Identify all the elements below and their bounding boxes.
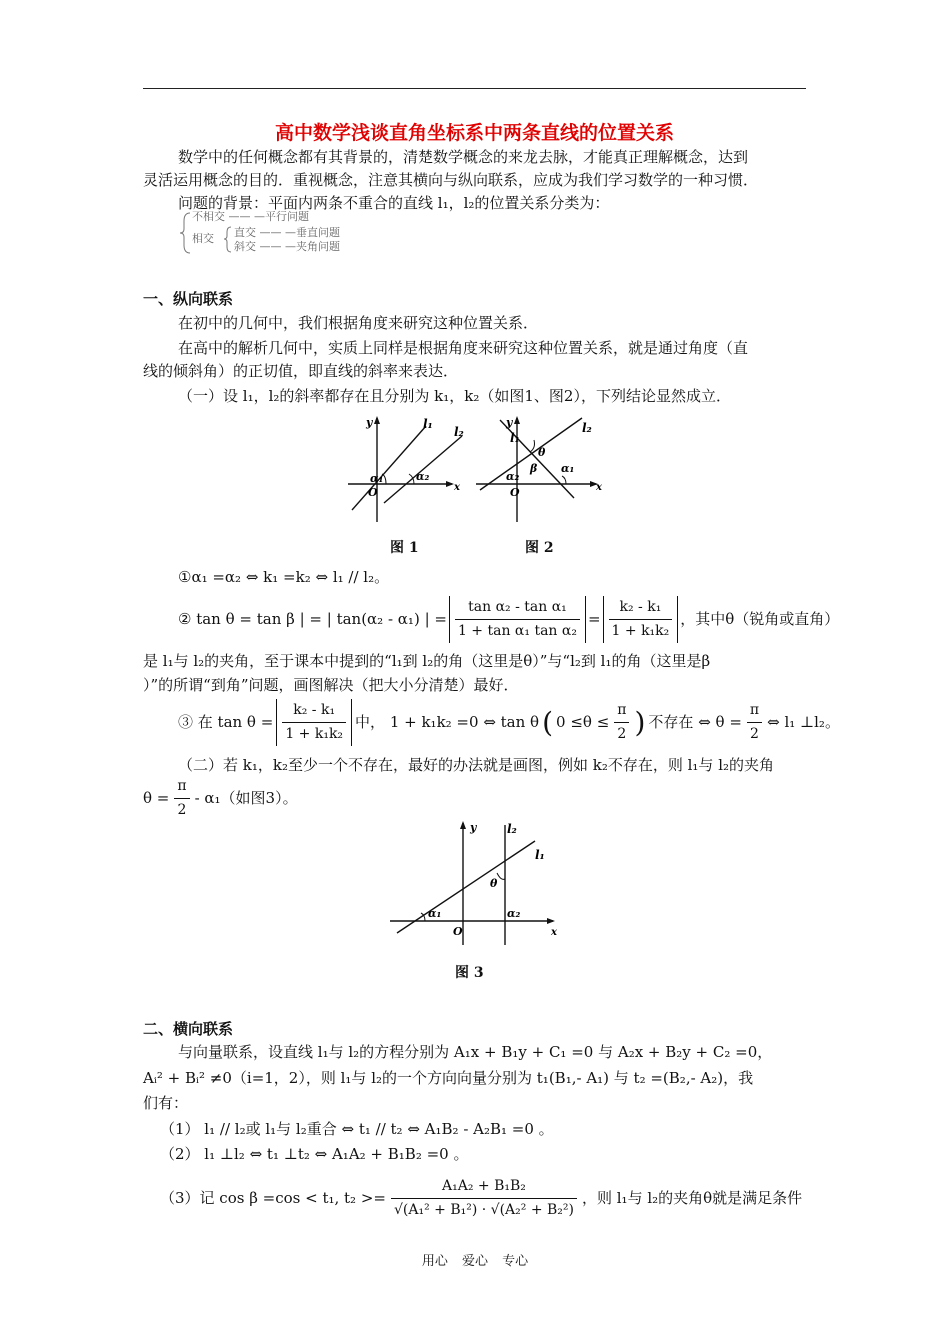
formula-3-tail: 不存在 ⇔ θ = [648,712,742,731]
frac-3-numerator: k₂ - k₁ [282,699,346,723]
formula-2-tail: ，其中θ（锐角或直角） [680,609,840,628]
svg-text:x: x [551,927,557,938]
class-intersect: 相交 [192,232,214,245]
inner-brace-icon [222,225,234,255]
formula-2: ② tan θ = tan β | = | tan(α₂ - α₁) | = $\frac{\text{tan α₂ - tan α₁}}{\text{1 + tan α₁ tan α₂}}$ = $\frac{\text{k₂ - k₁}}{\text{1 + k₁k₂}}$ ，其中θ（锐角或直角） [178,594,839,644]
svg-text:l₂: l₂ [454,425,464,439]
svg-text:θ: θ [538,446,546,459]
svg-text:α₁: α₁ [370,472,384,485]
figure-2 [470,410,605,525]
formula-2-lead: ② tan θ = tan β | = | tan(α₂ - α₁) | = [178,609,447,628]
cos-beta-denominator: √(A₁² + B₁²) · √(A₂² + B₂²) [393,1201,574,1218]
pi-over-2-b [747,699,762,746]
frac-3-denominator: 1 + k₁k₂ [285,725,344,742]
svg-text:l₁: l₁ [510,431,520,445]
figure-3-caption: 图 3 [455,965,484,981]
intro-line-3: 问题的背景：平面内两条不重合的直线 l₁，l₂的位置关系分类为： [178,194,610,212]
figure-3 [385,815,565,950]
pi-over-2-a [614,699,629,746]
section1-heading: 一、纵向联系 [143,290,234,308]
p5b-lead: θ = [143,788,170,807]
svg-text:l₂: l₂ [582,421,592,435]
item-3-lead: （3）记 cos β =cos < t₁, t₂ >= [160,1188,386,1207]
class-nonintersect: 不相交 —— —平行问题 [192,210,309,223]
formula-2-abs-1 [449,596,586,643]
class-perpendicular: 直交 —— —垂直问题 [234,226,340,239]
svg-text:O: O [368,486,378,499]
svg-text:y: y [506,416,513,429]
classification-diagram [178,211,408,255]
svg-text:O: O [453,925,463,938]
section2-item-1: （1） l₁ // l₂或 l₁与 l₂重合 ⇔ t₁ // t₂ ⇔ A₁B₂ - A₂B₁ =0 。 [160,1120,554,1138]
pi-denominator-c: 2 [177,801,187,818]
svg-text:O: O [510,486,520,499]
svg-text:x: x [596,482,602,493]
figure-1-caption: 图 1 [390,540,419,556]
formula-3-end: ⇔ l₁ ⊥l₂。 [767,712,840,731]
section2-p3: 们有： [143,1094,189,1112]
section2-item-3 [160,1172,802,1224]
pi-denominator-b: 2 [750,725,759,742]
cos-beta-numerator: A₁A₂ + B₁B₂ [391,1175,577,1199]
p5b-tail: - α₁（如图3）。 [194,788,298,807]
svg-text:α₂: α₂ [507,907,521,920]
pi-numerator-a: π [614,699,629,723]
formula-3-abs [276,699,352,746]
pi-over-2-c [174,775,189,822]
section1-p4b: ）”的所谓“到角”问题，画图解决（把大小分清楚）最好． [143,676,519,694]
pi-numerator-b: π [747,699,762,723]
svg-text:α₁: α₁ [561,462,575,475]
svg-text:α₂: α₂ [416,470,430,483]
section1-p1: 在初中的几何中，我们根据角度来研究这种位置关系． [178,314,539,332]
intro-line-2: 灵活运用概念的目的．重视概念，注意其横向与纵向联系，应成为我们学习数学的一种习惯． [143,171,759,189]
section2-item-2: （2） l₁ ⊥l₂ ⇔ t₁ ⊥t₂ ⇔ A₁A₂ + B₁B₂ =0 。 [160,1145,469,1163]
svg-text:y: y [470,821,477,834]
cos-beta-frac [391,1175,577,1222]
frac-1-denominator: 1 + tan α₁ tan α₂ [457,622,577,639]
formula-3-frac [282,699,346,746]
svg-text:α₁: α₁ [428,907,442,920]
intro-line-1: 数学中的任何概念都有其背景的，清楚数学概念的来龙去脉，才能真正理解概念，达到 [178,148,749,166]
formula-3-paren: 0 ≤θ ≤ [556,712,610,731]
section2-p2: Aᵢ² + Bᵢ² ≠0（i=1，2），则 l₁与 l₂的一个方向向量分别为 t₁(B₁,- A₁) 与 t₂ =(B₂,- A₂)，我 [143,1069,754,1087]
document-title: 高中数学浅谈直角坐标系中两条直线的位置关系 [274,122,674,144]
svg-text:β: β [530,462,538,475]
svg-text:y: y [366,416,373,429]
svg-text:l₁: l₁ [423,417,433,431]
formula-3-mid: 中， 1 + k₁k₂ =0 ⇔ tan θ [355,712,540,731]
section1-p2a: 在高中的解析几何中，实质上同样是根据角度来研究这种位置关系，就是通过角度（直 [178,339,749,357]
section1-p4a: 是 l₁与 l₂的夹角，至于课本中提到的“l₁到 l₂的角（这里是θ）”与“l₂到 l₁的角（这里是β [143,652,711,670]
pi-denominator-a: 2 [617,725,627,742]
section1-p5b [143,778,298,818]
svg-text:x: x [454,482,460,493]
figure-1 [340,410,465,525]
figure-2-caption: 图 2 [525,540,554,556]
page-footer: 用心 爱心 专心 [421,1254,529,1269]
svg-text:θ: θ [490,877,498,890]
formula-2-frac-2 [609,596,673,643]
section1-p2b: 线的倾斜角）的正切值，即直线的斜率来表达． [143,362,459,380]
formula-2-frac-1 [455,596,580,643]
class-oblique: 斜交 —— —夹角问题 [234,240,340,253]
item-3-tail: ，则 l₁与 l₂的夹角θ就是满足条件 [581,1188,803,1207]
formula-3: ③ 在 tan θ = $\frac{\text{k₂ - k₁}}{\text{1 + k₁k₂}}$ 中， 1 + k₁k₂ =0 ⇔ tan θ ( 0 ≤θ ≤ $\frac{\pi}{2}$ ) 不存在 ⇔ θ = $\frac{\pi}{2}$ ⇔ l₁ ⊥l₂。 [178,697,840,747]
frac-1-numerator: tan α₂ - tan α₁ [455,596,580,620]
pi-numerator-c: π [174,775,189,799]
frac-2-numerator: k₂ - k₁ [609,596,673,620]
section2-heading: 二、横向联系 [143,1020,234,1038]
frac-2-denominator: 1 + k₁k₂ [611,622,670,639]
svg-text:l₂: l₂ [507,822,517,836]
svg-text:α₂: α₂ [506,470,520,483]
section2-p1: 与向量联系，设直线 l₁与 l₂的方程分别为 A₁x + B₁y + C₁ =0 与 A₂x + B₂y + C₂ =0， [178,1043,773,1061]
formula-3-lead: ③ 在 tan θ = [178,712,274,731]
section1-p3: （一）设 l₁，l₂的斜率都存在且分别为 k₁，k₂（如图1、图2），下列结论显然成立． [178,387,731,405]
formula-2-abs-2 [603,596,679,643]
formula-1: ①α₁ =α₂ ⇔ k₁ =k₂ ⇔ l₁ // l₂。 [178,568,390,586]
header-rule [143,88,806,89]
section1-p5a: （二）若 k₁，k₂至少一个不存在，最好的办法就是画图，例如 k₂不存在，则 l₁与 l₂的夹角 [178,756,775,774]
svg-text:l₁: l₁ [535,848,545,862]
